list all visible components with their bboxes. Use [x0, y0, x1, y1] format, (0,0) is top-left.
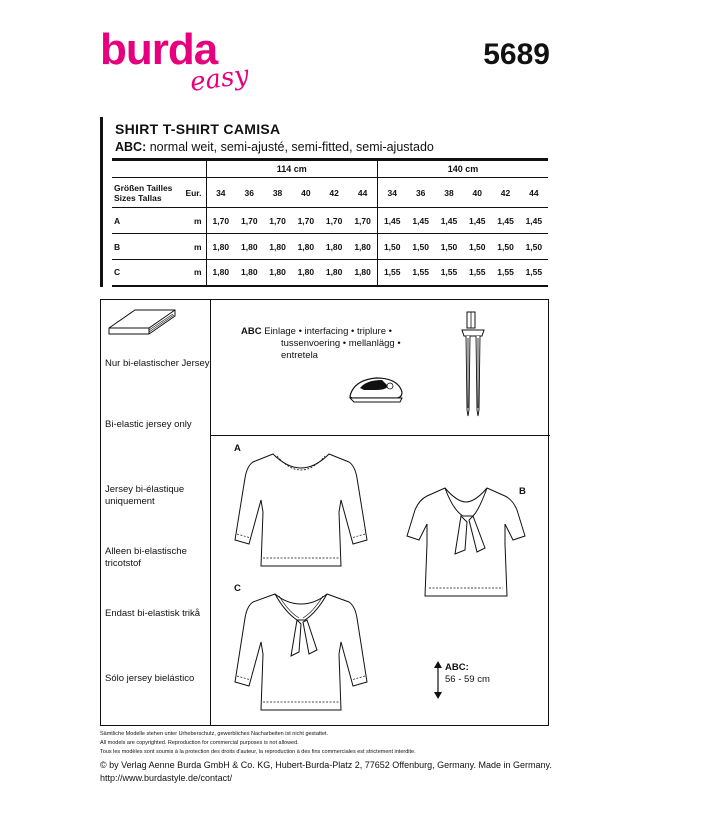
- view-label-b: B: [519, 486, 526, 497]
- fabric-note-en: Bi-elastic jersey only: [105, 419, 192, 430]
- size-cell: 34: [206, 178, 235, 208]
- table-row-b: [112, 234, 548, 260]
- size-label-en-es: Sizes Tallas: [114, 192, 162, 203]
- value-cell: 1,55: [491, 260, 519, 286]
- value-cell: 1,80: [235, 234, 263, 260]
- size-cell: 38: [263, 178, 291, 208]
- value-cell: 1,80: [292, 234, 320, 260]
- iron-icon: [346, 366, 406, 406]
- footer: [100, 730, 560, 785]
- value-cell: 1,80: [292, 260, 320, 286]
- fabric-notes-column: [101, 300, 211, 725]
- interfacing-line-1-text: Einlage • interfacing • triplure •: [261, 326, 392, 337]
- value-cell: 1,70: [235, 208, 263, 234]
- value-cell: 1,50: [520, 234, 548, 260]
- interfacing-prefix: ABC: [241, 326, 262, 337]
- unit-header: Eur.: [182, 178, 206, 208]
- fabric-note-de: Nur bi-elastischer Jersey: [105, 358, 210, 369]
- value-cell: 1,80: [348, 234, 377, 260]
- section-divider: [211, 435, 550, 436]
- size-cell: 42: [320, 178, 348, 208]
- interfacing-line-3: entretela: [281, 350, 318, 361]
- value-cell: 1,80: [263, 260, 291, 286]
- copyright-en: All models are copyrighted. Reproduction for commercial purposes is not allowed.: [100, 740, 299, 746]
- contact-url[interactable]: http://www.burdastyle.de/contact/: [100, 773, 233, 783]
- fabric-note-es: Sólo jersey bielástico: [105, 673, 195, 684]
- size-cell: 38: [435, 178, 463, 208]
- unit-cell: m: [182, 260, 206, 286]
- fit-text: normal weit, semi-ajusté, semi-fitted, semi-ajustado: [146, 140, 434, 154]
- fabric-note-nl: Alleen bi-elastische tricotstof: [105, 546, 187, 569]
- value-cell: 1,70: [292, 208, 320, 234]
- size-cell: 40: [292, 178, 320, 208]
- length-label: ABC:: [445, 662, 469, 673]
- value-cell: 1,45: [491, 208, 519, 234]
- value-cell: 1,70: [320, 208, 348, 234]
- copyright-fr: Tous les modèles sont soumis à la protection des droits d'auteur, la reproduction à des fins commerciales est strictement interdite.: [100, 749, 416, 755]
- fabric-width-114: 114 cm: [206, 160, 377, 178]
- unit-cell: m: [182, 234, 206, 260]
- table-row-c: [112, 260, 548, 286]
- value-cell: 1,55: [377, 260, 406, 286]
- view-label: C: [112, 260, 182, 286]
- value-cell: 1,45: [435, 208, 463, 234]
- view-c-illustration: [231, 590, 371, 720]
- publisher-line: © by Verlag Aenne Burda GmbH & Co. KG, Hubert-Burda-Platz 2, 77652 Offenburg, Germany. Made in Germany.: [100, 760, 552, 770]
- view-label-a: A: [234, 443, 241, 454]
- pattern-number: 5689: [483, 38, 550, 71]
- value-cell: 1,55: [435, 260, 463, 286]
- value-cell: 1,80: [320, 260, 348, 286]
- value-cell: 1,50: [377, 234, 406, 260]
- value-cell: 1,80: [263, 234, 291, 260]
- value-cell: 1,50: [407, 234, 435, 260]
- size-cell: 36: [235, 178, 263, 208]
- fabric-note-fr: Jersey bi-élastique uniquement: [105, 484, 185, 507]
- size-cell: 42: [491, 178, 519, 208]
- value-cell: 1,70: [263, 208, 291, 234]
- brand-sub: easy: [188, 60, 251, 98]
- copyright-de: Sämtliche Modelle stehen unter Urheberschutz, gewerbliches Nacharbeiten ist nicht gestattet.: [100, 731, 329, 737]
- value-cell: 1,50: [435, 234, 463, 260]
- value-cell: 1,50: [491, 234, 519, 260]
- length-value: 56 - 59 cm: [445, 674, 490, 685]
- value-cell: 1,80: [235, 260, 263, 286]
- size-cell: 44: [520, 178, 548, 208]
- view-label: B: [112, 234, 182, 260]
- brand-name: burda: [100, 25, 218, 74]
- value-cell: 1,80: [320, 234, 348, 260]
- fabric-width-140: 140 cm: [377, 160, 548, 178]
- view-a-illustration: [231, 448, 371, 578]
- table-corner: [112, 160, 206, 178]
- interfacing-line-2: tussenvoering • mellanlägg •: [281, 338, 401, 349]
- garment-title: SHIRT T-SHIRT CAMISA: [115, 121, 281, 137]
- length-note: [445, 662, 490, 686]
- fabric-requirements-table: [112, 158, 548, 287]
- fabric-note-sv: Endast bi-elastisk trikå: [105, 608, 201, 619]
- value-cell: 1,70: [206, 208, 235, 234]
- value-cell: 1,45: [520, 208, 548, 234]
- size-cell: 44: [348, 178, 377, 208]
- size-cell: 40: [463, 178, 491, 208]
- size-label: [112, 178, 182, 208]
- value-cell: 1,55: [407, 260, 435, 286]
- value-cell: 1,45: [463, 208, 491, 234]
- size-label-de-fr: Größen Tailles: [114, 182, 173, 193]
- view-b-illustration: [401, 480, 531, 610]
- value-cell: 1,55: [520, 260, 548, 286]
- fabric-roll-icon: [105, 306, 179, 346]
- fit-description: [115, 140, 434, 154]
- length-arrow-icon: [433, 660, 443, 700]
- view-label: A: [112, 208, 182, 234]
- instructions-panel: [100, 299, 549, 726]
- fit-prefix: ABC:: [115, 140, 147, 154]
- value-cell: 1,80: [206, 234, 235, 260]
- table-row-a: [112, 208, 548, 234]
- value-cell: 1,70: [348, 208, 377, 234]
- view-label-c: C: [234, 583, 241, 594]
- value-cell: 1,80: [348, 260, 377, 286]
- burda-easy-logo: [100, 25, 260, 108]
- interfacing-note: [241, 326, 401, 362]
- value-cell: 1,45: [377, 208, 406, 234]
- value-cell: 1,80: [206, 260, 235, 286]
- twin-needle-icon: [458, 310, 488, 420]
- size-cell: 34: [377, 178, 406, 208]
- value-cell: 1,50: [463, 234, 491, 260]
- size-cell: 36: [407, 178, 435, 208]
- value-cell: 1,55: [463, 260, 491, 286]
- interfacing-line-1: [241, 326, 401, 338]
- unit-cell: m: [182, 208, 206, 234]
- value-cell: 1,45: [407, 208, 435, 234]
